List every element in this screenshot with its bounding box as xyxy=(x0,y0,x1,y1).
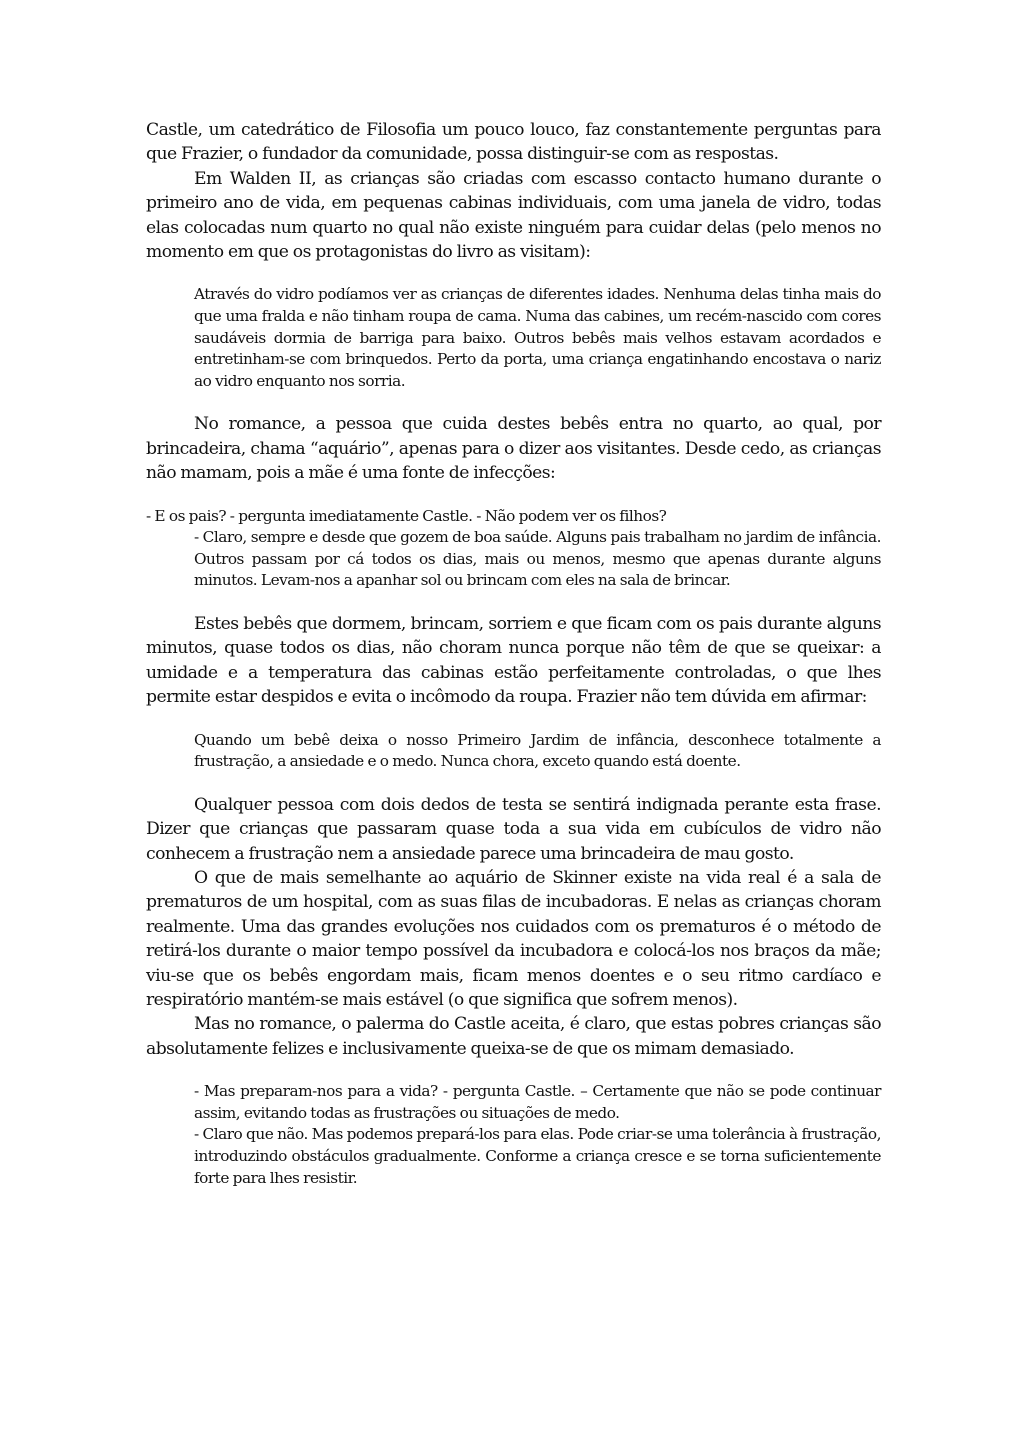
document-page xyxy=(146,118,881,1189)
paragraph-babies-never-cry: Estes bebês que dormem, brincam, sorriem e que ficam com os pais durante alguns minutos, quase todos os dias, não choram nunca porque não têm de que se queixar: a umidade e a temperatura das cabinas estão perfeitamente controladas, o que lhes permite estar despidos e evita o incômodo da roupa. Frazier não tem dúvida em afirmar: xyxy=(146,614,881,708)
block-quote-glass: Através do vidro podíamos ver as crianças de diferentes idades. Nenhuma delas tinha mais do que uma fralda e não tinham roupa de cama. Numa das cabines, um recém-nascido com cores saudáveis dormia de barriga para baixo. Outros bebês mais velhos estavam acordados e entretinham-se com brinquedos. Perto da porta, uma criança engatinhando encostava o nariz ao vidro enquanto nos sorria. xyxy=(194,285,881,390)
paragraph-castle-accepts: Mas no romance, o palerma do Castle aceita, é claro, que estas pobres crianças são absolutamente felizes e inclusivamente queixa-se de que os mimam demasiado. xyxy=(146,1014,881,1059)
paragraph-castle-intro: Castle, um catedrático de Filosofia um pouco louco, faz constantemente perguntas para que Frazier, o fundador da comunidade, possa distinguir-se com as respostas. xyxy=(146,120,881,165)
paragraph-premature-ward: O que de mais semelhante ao aquário de Skinner existe na vida real é a sala de prematuros de um hospital, com as suas filas de incubadoras. E nelas as crianças choram realmente. Uma das grandes evoluções nos cuidados com os prematuros é o método de retirá-los durante o maior tempo possível da incubadora e colocá-los nos braços da mãe; viu-se que os bebês engordam mais, ficam menos doentes e o seu ritmo cardíaco e respiratório mantém-se mais estável (o que significa que sofrem menos). xyxy=(146,868,881,1011)
paragraph-aquarium: No romance, a pessoa que cuida destes bebês entra no quarto, ao qual, por brincadeira, chama “aquário”, apenas para o dizer aos visitantes. Desde cedo, as crianças não mamam, pois a mãe é uma fonte de infecções: xyxy=(146,414,881,484)
block-quote-first-garden: Quando um bebê deixa o nosso Primeiro Jardim de infância, desconhece totalmente a frustração, a ansiedade e o medo. Nunca chora, exceto quando está doente. xyxy=(194,730,881,771)
dialog-question-parents: - E os pais? - pergunta imediatamente Castle. - Não podem ver os filhos? xyxy=(146,506,667,525)
paragraph-indignation: Qualquer pessoa com dois dedos de testa se sentirá indignada perante esta frase. Dizer que crianças que passaram quase toda a sua vida em cubículos de vidro não conhecem a frustração nem a ansiedade parece uma brincadeira de mau gosto. xyxy=(146,794,881,864)
dialog-question-prepare: - Mas preparam-nos para a vida? - pergunta Castle. – Certamente que não se pode continuar assim, evitando todas as frustrações ou situações de medo. xyxy=(194,1082,881,1122)
dialog-answer-prepare: - Claro que não. Mas podemos prepará-los para elas. Pode criar-se uma tolerância à frustração, introduzindo obstáculos gradualmente. Conforme a criança cresce e se torna suficientemente forte para lhes resistir. xyxy=(194,1125,881,1187)
paragraph-walden-children: Em Walden II, as crianças são criadas com escasso contacto humano durante o primeiro ano de vida, em pequenas cabinas individuais, com uma janela de vidro, todas elas colocadas num quarto no qual não existe ninguém para cuidar delas (pelo menos no momento em que os protagonistas do livro as visitam): xyxy=(146,168,881,263)
dialog-answer-parents: - Claro, sempre e desde que gozem de boa saúde. Alguns pais trabalham no jardim de infância. Outros passam por cá todos os dias, mais ou menos, mesmo que apenas durante alguns minutos. Levam-nos a apanhar sol ou brincam com eles na sala de brincar. xyxy=(194,528,881,590)
